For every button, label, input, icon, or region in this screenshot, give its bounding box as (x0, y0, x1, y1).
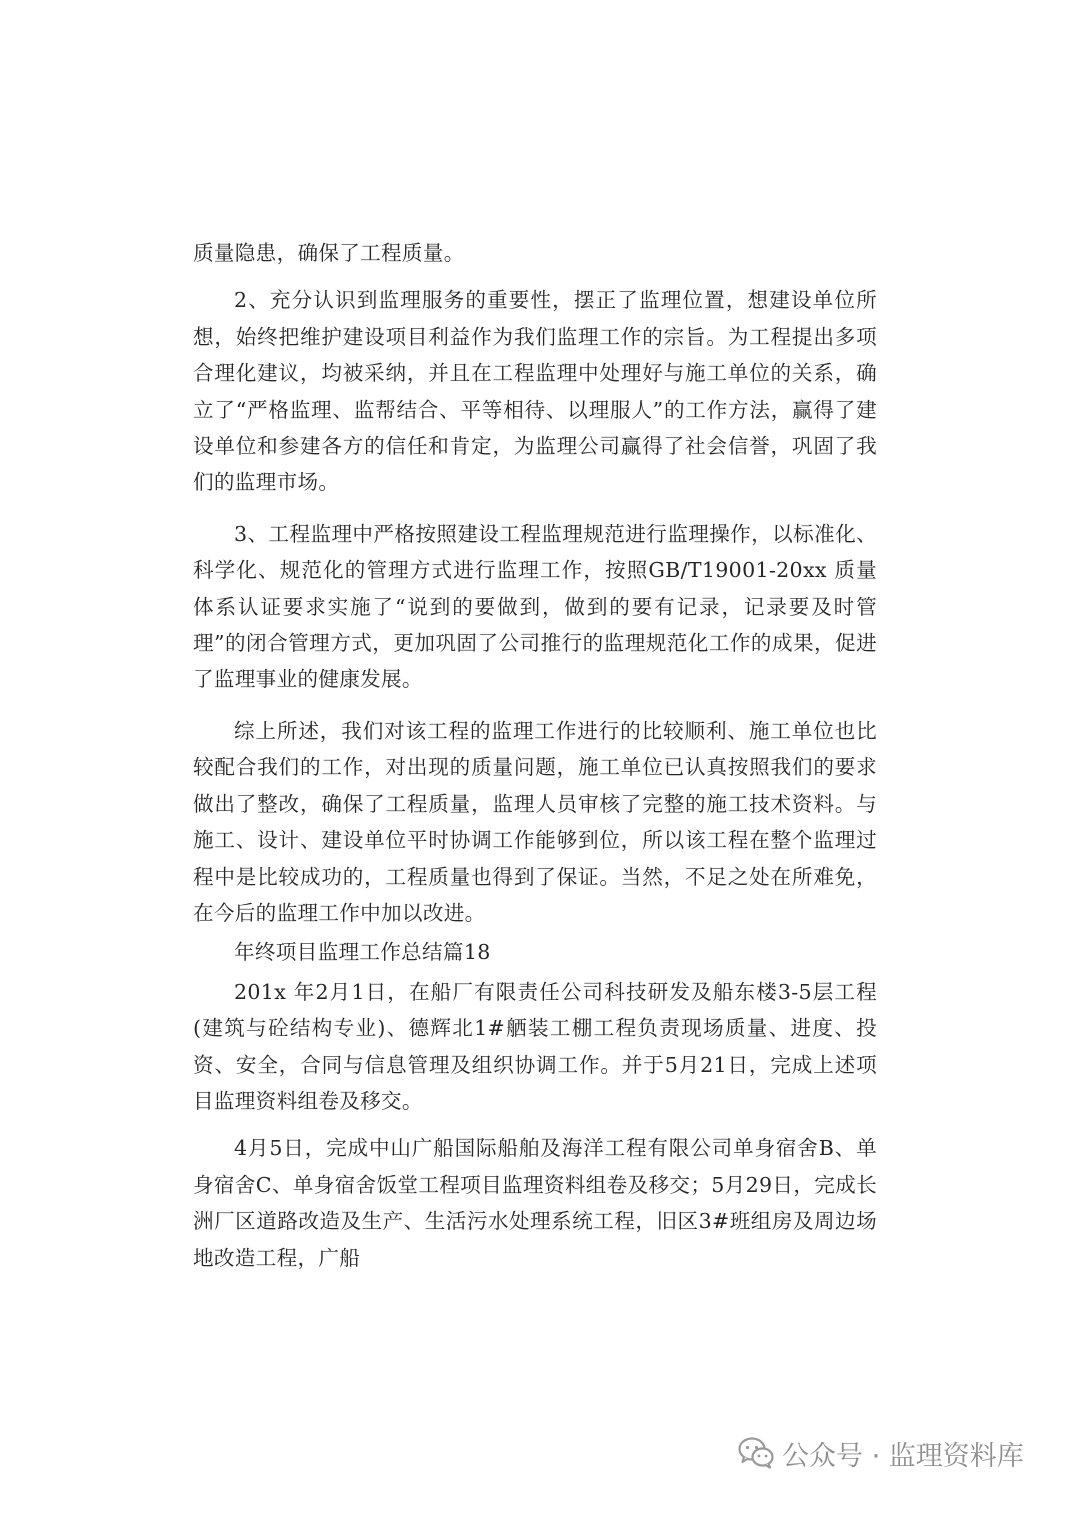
watermark (738, 1433, 1024, 1473)
paragraph-summary: 综上所述，我们对该工程的监理工作进行的比较顺利、施工单位也比较配合我们的工作，对出现的质量问题，施工单位已认真按照我们的要求做出了整改，确保了工程质量，监理人员审核了完整的施工技术资料。与施工、设计、建设单位平时协调工作能够到位，所以该工程在整个监理过程中是比较成功的，工程质量也得到了保证。当然，不足之处在所难免，在今后的监理工作中加以改进。 (193, 718, 877, 925)
paragraph-point-3: 3、工程监理中严格按照建设工程监理规范进行监理操作，以标准化、科学化、规范化的管理方式进行监理工作，按照GB/T19001-20xx 质量体系认证要求实施了“说到的要做到，做到的要有记录，记录要及时管理”的闭合管理方式，更加巩固了公司推行的监理规范化工作的成果，促进了监理事业的健康发展。 (193, 521, 877, 692)
paragraph-continuation: 质量隐患，确保了工程质量。 (193, 241, 465, 265)
wechat-icon (738, 1437, 774, 1469)
paragraph-feb: 201x 年2月1日，在船厂有限责任公司科技研发及船东楼3-5层工程(建筑与砼结构专业)、德辉北1#舾装工棚工程负责现场质量、进度、投资、安全，合同与信息管理及组织协调工作。并于5月21日，完成上述项目监理资料组卷及移交。 (193, 979, 877, 1113)
paragraph-apr: 4月5日，完成中山广船国际船舶及海洋工程有限公司单身宿舍B、单身宿舍C、单身宿舍饭堂工程项目监理资料组卷及移交；5月29日，完成长洲厂区道路改造及生产、生活污水处理系统工程，旧区3#班组房及周边场地改造工程，广船 (193, 1136, 877, 1270)
paragraph-point-2: 2、充分认识到监理服务的重要性，摆正了监理位置，想建设单位所想，始终把维护建设项目利益作为我们监理工作的宗旨。为工程提出多项合理化建议，均被采纳，并且在工程监理中处理好与施工单位的关系，确立了“严格监理、监帮结合、平等相待、以理服人”的工作方法，赢得了建设单位和参建各方的信任和肯定，为监理公司赢得了社会信誉，巩固了我们的监理市场。 (193, 288, 877, 495)
section-heading: 年终项目监理工作总结篇18 (234, 940, 491, 965)
watermark-text: 公众号 · 监理资料库 (782, 1440, 1024, 1472)
document-body (193, 235, 877, 1276)
